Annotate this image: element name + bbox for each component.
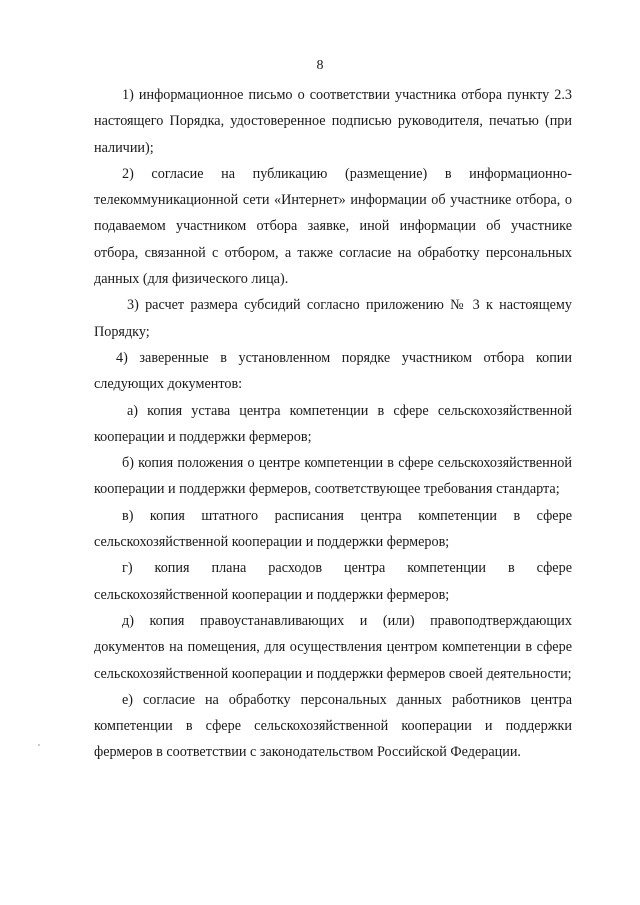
- subitem-g: г) копия плана расходов центра компетенции в сфере сельскохозяйственной кооперации и поддержки фермеров;: [94, 560, 572, 603]
- paragraph-item-4: 4) заверенные в установленном порядке участником отбора копии следующих документов:: [94, 349, 572, 393]
- subitem-v: в) копия штатного расписания центра компетенции в сфере сельскохозяйственной кооперации и поддержки фермеров;: [94, 507, 572, 551]
- subitem-d: д) копия правоустанавливающих и (или) правоподтверждающих документов на помещения, для осуществления центром компетенции в сфере сельскохозяйственной кооперации и поддержки фермеров своей деятельности;: [94, 612, 572, 682]
- subitem-e: е) согласие на обработку персональных данных работников центра компетенции в сфере сельскохозяйственной кооперации и поддержки фермеров в соответствии с законодательством Российской Федерации.: [94, 691, 572, 761]
- paragraph-item-3: 3) расчет размера субсидий согласно приложению № 3 к настоящему Порядку;: [94, 297, 572, 340]
- subitem-a: а) копия устава центра компетенции в сфере сельскохозяйственной кооперации и поддержки фермеров;: [94, 402, 572, 445]
- scan-speck: [38, 744, 40, 746]
- page-number: 8: [316, 58, 324, 73]
- document-body: [94, 82, 572, 766]
- subitem-b: б) копия положения о центре компетенции в сфере сельскохозяйственной кооперации и поддержки фермеров, соответствующее требования стандарта;: [94, 455, 572, 498]
- paragraph-item-2: 2) согласие на публикацию (размещение) в информационно-телекоммуникационной сети «Интернет» информации об участнике отбора, о подаваемом участником отбора заявке, иной информации об участнике отбора, связанной с отбором, а также согласие на обработку персональных данных (для физического лица).: [94, 165, 572, 288]
- paragraph-item-1: 1) информационное письмо о соответствии участника отбора пункту 2.3 настоящего Порядка, удостоверенное подписью руководителя, печатью (при наличии);: [94, 87, 572, 156]
